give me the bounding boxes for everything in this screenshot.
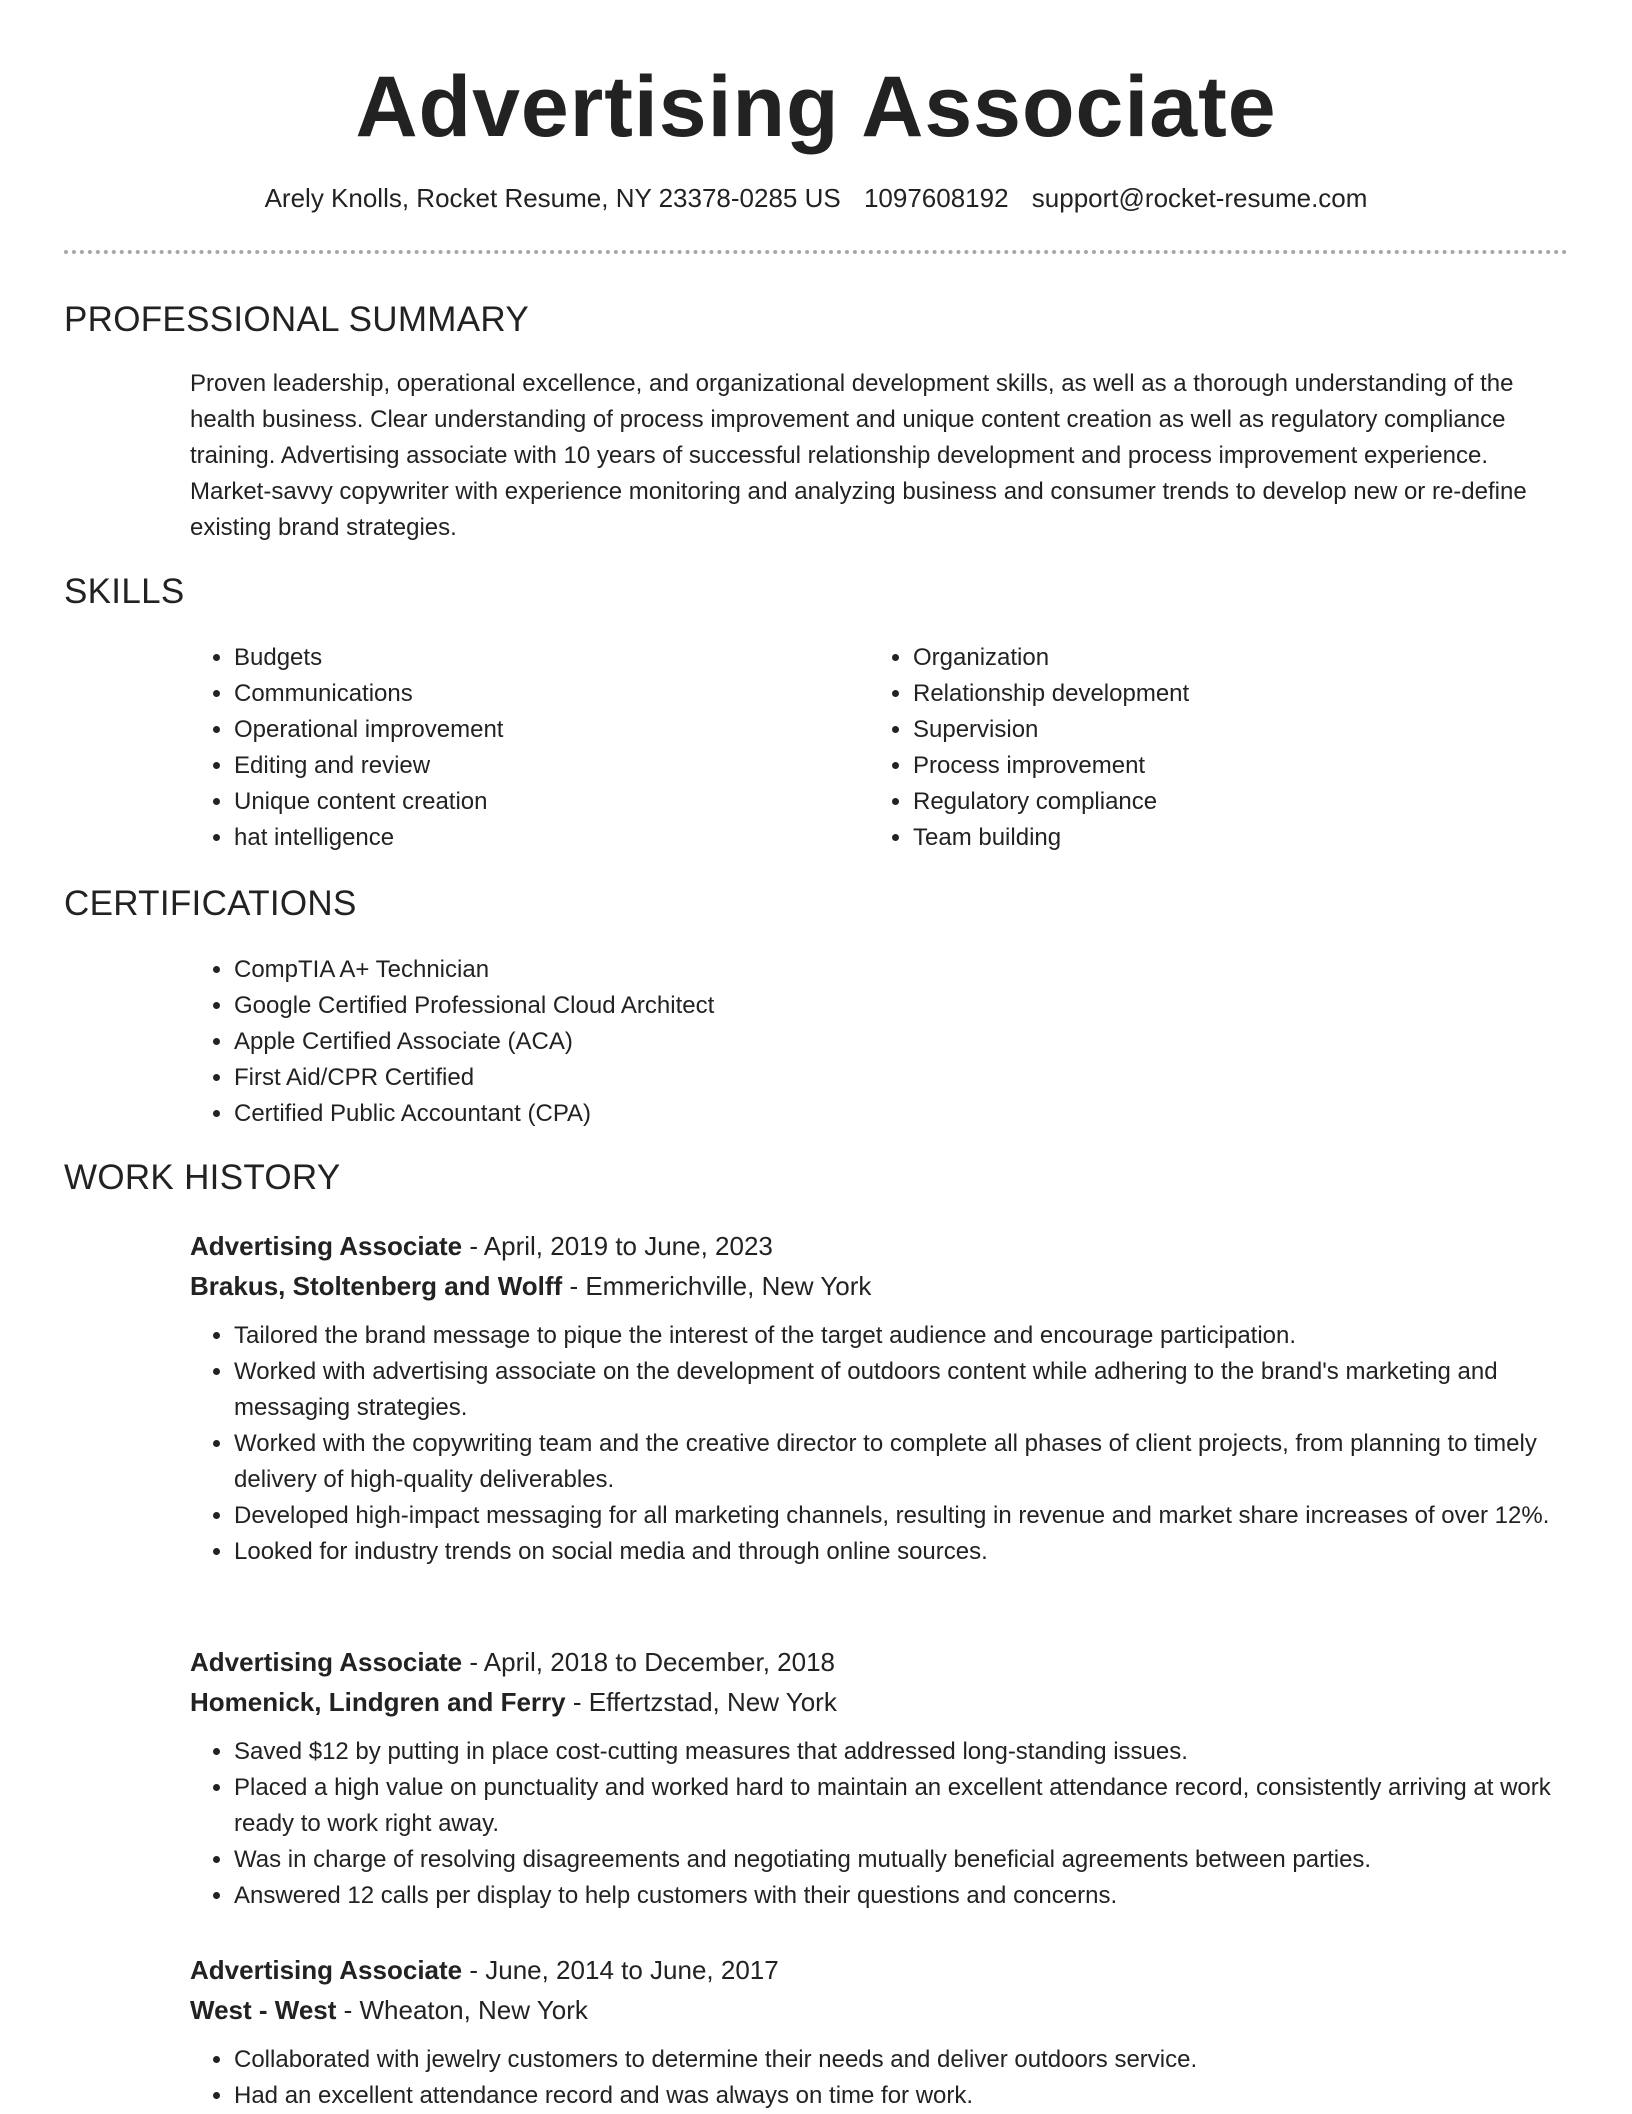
job-entry: [190, 1226, 1570, 1570]
job-dates: - April, 2018 to December, 2018: [462, 1647, 836, 1677]
skill-item: • Team building: [913, 820, 1509, 856]
job-location: - Wheaton, New York: [336, 1995, 588, 2025]
job-company: West - West: [190, 1995, 337, 2025]
job-title-line: [190, 1642, 1570, 1682]
job-bullet: • Was in charge of resolving disagreements and negotiating mutually beneficial agreements between parties.: [234, 1842, 1570, 1878]
certifications-heading: CERTIFICATIONS: [64, 884, 357, 923]
job-company-line: [190, 1266, 1570, 1306]
certification-item: • CompTIA A+ Technician: [234, 952, 1490, 988]
job-bullet: • Placed a high value on punctuality and worked hard to maintain an excellent attendance record, consistently arriving at work ready to work right away.: [234, 1770, 1570, 1842]
skills-left-column: [190, 640, 830, 856]
job-bullets: [190, 1318, 1570, 1570]
skill-item: • Relationship development: [913, 676, 1509, 712]
skill-item: • hat intelligence: [234, 820, 830, 856]
job-dates: - April, 2019 to June, 2023: [462, 1231, 773, 1261]
job-location: - Effertzstad, New York: [565, 1687, 837, 1717]
contact-phone: 1097608192: [863, 183, 1009, 213]
contact-address: Arely Knolls, Rocket Resume, NY 23378-0285 US: [264, 183, 841, 213]
job-bullet: • Collaborated with jewelry customers to determine their needs and deliver outdoors service.: [234, 2042, 1570, 2078]
skill-item: • Operational improvement: [234, 712, 830, 748]
skills-heading: SKILLS: [64, 572, 185, 611]
job-bullet: • Looked for industry trends on social media and through online sources.: [234, 1534, 1570, 1570]
certification-item: • Google Certified Professional Cloud Architect: [234, 988, 1490, 1024]
job-bullets: [190, 1734, 1570, 1914]
job-title-line: [190, 1950, 1570, 1990]
work-history-heading: WORK HISTORY: [64, 1158, 341, 1197]
job-title: Advertising Associate: [190, 1231, 463, 1261]
contact-email: support@rocket-resume.com: [1031, 183, 1368, 213]
job-company-line: [190, 1990, 1570, 2030]
skill-item: • Budgets: [234, 640, 830, 676]
job-bullets: [190, 2042, 1570, 2114]
job-bullet: • Answered 12 calls per display to help customers with their questions and concerns.: [234, 1878, 1570, 1914]
certification-item: • Apple Certified Associate (ACA): [234, 1024, 1490, 1060]
job-bullet: • Saved $12 by putting in place cost-cutting measures that addressed long-standing issues.: [234, 1734, 1570, 1770]
certification-item: • Certified Public Accountant (CPA): [234, 1096, 1490, 1132]
skills-right-column: [869, 640, 1509, 856]
job-bullet: • Developed high-impact messaging for all marketing channels, resulting in revenue and market share increases of over 12%.: [234, 1498, 1570, 1534]
job-title: Advertising Associate: [190, 1647, 463, 1677]
job-company: Brakus, Stoltenberg and Wolff: [190, 1271, 563, 1301]
skill-item: • Communications: [234, 676, 830, 712]
job-bullet: • Worked with advertising associate on the development of outdoors content while adhering to the brand's marketing and messaging strategies.: [234, 1354, 1570, 1426]
contact-line: [0, 180, 1632, 216]
job-entry: [190, 1950, 1570, 2114]
job-title-line: [190, 1226, 1570, 1266]
job-bullet: • Worked with the copywriting team and the creative director to complete all phases of client projects, from planning to timely delivery of high-quality deliverables.: [234, 1426, 1570, 1498]
certifications-list: [190, 952, 1490, 1132]
job-company-line: [190, 1682, 1570, 1722]
skill-item: • Organization: [913, 640, 1509, 676]
skill-item: • Editing and review: [234, 748, 830, 784]
job-dates: - June, 2014 to June, 2017: [462, 1955, 779, 1985]
job-entry: [190, 1642, 1570, 1914]
job-company: Homenick, Lindgren and Ferry: [190, 1687, 566, 1717]
job-location: - Emmerichville, New York: [562, 1271, 872, 1301]
job-bullet: • Had an excellent attendance record and was always on time for work.: [234, 2078, 1570, 2114]
summary-text: Proven leadership, operational excellence, and organizational development skills, as well as a thorough understanding of the health business. Clear understanding of process improvement and unique content creation as well as regulatory compliance training. Advertising associate with 10 years of successful relationship development and process improvement experience. Market-savvy copywriter with experience monitoring and analyzing business and consumer trends to develop new or re-define existing brand strategies.: [190, 370, 1527, 541]
skill-item: • Supervision: [913, 712, 1509, 748]
resume-title: Advertising Associate: [355, 59, 1277, 155]
skill-item: • Process improvement: [913, 748, 1509, 784]
certification-item: • First Aid/CPR Certified: [234, 1060, 1490, 1096]
header-divider: [64, 250, 1568, 254]
skill-item: • Regulatory compliance: [913, 784, 1509, 820]
skill-item: • Unique content creation: [234, 784, 830, 820]
summary-heading: PROFESSIONAL SUMMARY: [64, 300, 529, 339]
job-bullet: • Tailored the brand message to pique the interest of the target audience and encourage participation.: [234, 1318, 1570, 1354]
job-title: Advertising Associate: [190, 1955, 463, 1985]
